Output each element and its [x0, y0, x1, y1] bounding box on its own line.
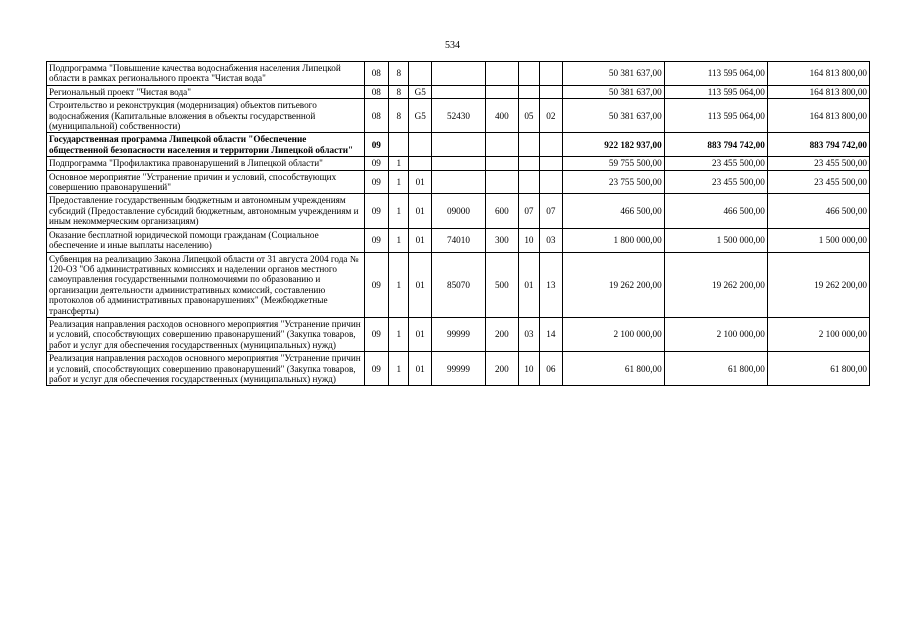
table-row	[47, 85, 870, 98]
expense-type-cell: 200	[486, 352, 519, 386]
row-name-cell: Подпрограмма "Профилактика правонарушений в Липецкой области"	[47, 157, 365, 170]
section-code-cell: 05	[518, 99, 539, 133]
subsection-code-cell	[540, 157, 562, 170]
main-event-code-cell	[409, 157, 431, 170]
expense-direction-cell	[431, 85, 485, 98]
amount-year-1-cell: 922 182 937,00	[562, 133, 664, 157]
expense-type-cell: 500	[486, 252, 519, 317]
amount-year-2-cell: 113 595 064,00	[664, 62, 767, 86]
expense-direction-cell	[431, 170, 485, 194]
expense-type-cell: 200	[486, 317, 519, 351]
subprogram-code-cell: 1	[389, 194, 409, 228]
section-code-cell: 10	[518, 228, 539, 252]
table-row	[47, 252, 870, 317]
section-code-cell	[518, 85, 539, 98]
program-code-cell: 09	[364, 317, 389, 351]
subsection-code-cell	[540, 85, 562, 98]
page-number: 534	[445, 40, 460, 51]
budget-table	[46, 61, 870, 386]
expense-type-cell: 600	[486, 194, 519, 228]
section-code-cell: 10	[518, 352, 539, 386]
main-event-code-cell: 01	[409, 170, 431, 194]
expense-direction-cell: 99999	[431, 317, 485, 351]
amount-year-1-cell: 19 262 200,00	[562, 252, 664, 317]
subsection-code-cell	[540, 133, 562, 157]
section-code-cell	[518, 170, 539, 194]
section-code-cell	[518, 133, 539, 157]
subprogram-code-cell: 1	[389, 352, 409, 386]
amount-year-3-cell: 2 100 000,00	[767, 317, 869, 351]
subprogram-code-cell: 1	[389, 317, 409, 351]
row-name-cell: Реализация направления расходов основного мероприятия "Устранение причин и условий, способствующих совершению правонарушений" (Закупка товаров, работ и услуг для обеспечения государственных (муниципальных) нужд)	[47, 352, 365, 386]
amount-year-2-cell: 466 500,00	[664, 194, 767, 228]
program-code-cell: 09	[364, 194, 389, 228]
row-name-cell: Реализация направления расходов основного мероприятия "Устранение причин и условий, способствующих совершению правонарушений" (Закупка товаров, работ и услуг для обеспечения государственных (муниципальных) нужд)	[47, 317, 365, 351]
amount-year-3-cell: 61 800,00	[767, 352, 869, 386]
section-code-cell	[518, 62, 539, 86]
table-row	[47, 352, 870, 386]
table-row	[47, 194, 870, 228]
amount-year-3-cell: 164 813 800,00	[767, 99, 869, 133]
amount-year-3-cell: 164 813 800,00	[767, 62, 869, 86]
main-event-code-cell: 01	[409, 317, 431, 351]
expense-type-cell	[486, 157, 519, 170]
subsection-code-cell: 07	[540, 194, 562, 228]
main-event-code-cell	[409, 62, 431, 86]
amount-year-2-cell: 61 800,00	[664, 352, 767, 386]
amount-year-2-cell: 113 595 064,00	[664, 99, 767, 133]
subsection-code-cell: 13	[540, 252, 562, 317]
amount-year-3-cell: 23 455 500,00	[767, 170, 869, 194]
subsection-code-cell: 02	[540, 99, 562, 133]
expense-type-cell	[486, 85, 519, 98]
amount-year-1-cell: 1 800 000,00	[562, 228, 664, 252]
program-code-cell: 08	[364, 85, 389, 98]
table-row	[47, 62, 870, 86]
expense-direction-cell: 74010	[431, 228, 485, 252]
expense-direction-cell: 52430	[431, 99, 485, 133]
expense-direction-cell	[431, 62, 485, 86]
row-name-cell: Оказание бесплатной юридической помощи гражданам (Социальное обеспечение и иные выплаты населению)	[47, 228, 365, 252]
subprogram-code-cell: 1	[389, 252, 409, 317]
amount-year-2-cell: 1 500 000,00	[664, 228, 767, 252]
table-row	[47, 99, 870, 133]
amount-year-1-cell: 2 100 000,00	[562, 317, 664, 351]
expense-direction-cell: 99999	[431, 352, 485, 386]
table-body	[47, 62, 870, 386]
subprogram-code-cell: 8	[389, 85, 409, 98]
amount-year-1-cell: 59 755 500,00	[562, 157, 664, 170]
main-event-code-cell: 01	[409, 228, 431, 252]
row-name-cell: Государственная программа Липецкой области "Обеспечение общественной безопасности населения и территории Липецкой области"	[47, 133, 365, 157]
subsection-code-cell: 14	[540, 317, 562, 351]
table-row	[47, 228, 870, 252]
row-name-cell: Основное мероприятие "Устранение причин и условий, способствующих совершению правонарушений"	[47, 170, 365, 194]
main-event-code-cell: 01	[409, 194, 431, 228]
amount-year-2-cell: 113 595 064,00	[664, 85, 767, 98]
subprogram-code-cell: 8	[389, 99, 409, 133]
table-row	[47, 317, 870, 351]
row-name-cell: Субвенция на реализацию Закона Липецкой области от 31 августа 2004 года № 120-ОЗ "Об административных комиссиях и наделении органов местного самоуправления государственными полномочиями по образованию и организации деятельности административных комиссий, составлению протоколов об административных правонарушениях" (Межбюджетные трансферты)	[47, 252, 365, 317]
amount-year-1-cell: 50 381 637,00	[562, 85, 664, 98]
amount-year-3-cell: 164 813 800,00	[767, 85, 869, 98]
amount-year-1-cell: 23 755 500,00	[562, 170, 664, 194]
expense-direction-cell	[431, 157, 485, 170]
program-code-cell: 09	[364, 157, 389, 170]
table-row	[47, 133, 870, 157]
subsection-code-cell: 06	[540, 352, 562, 386]
amount-year-2-cell: 23 455 500,00	[664, 170, 767, 194]
expense-type-cell: 400	[486, 99, 519, 133]
program-code-cell: 09	[364, 352, 389, 386]
amount-year-3-cell: 466 500,00	[767, 194, 869, 228]
expense-direction-cell: 85070	[431, 252, 485, 317]
program-code-cell: 09	[364, 170, 389, 194]
amount-year-1-cell: 50 381 637,00	[562, 99, 664, 133]
expense-type-cell: 300	[486, 228, 519, 252]
row-name-cell: Строительство и реконструкция (модернизация) объектов питьевого водоснабжения (Капитальные вложения в объекты государственной (муниципальной) собственности)	[47, 99, 365, 133]
main-event-code-cell: G5	[409, 85, 431, 98]
section-code-cell: 03	[518, 317, 539, 351]
subprogram-code-cell: 1	[389, 157, 409, 170]
expense-type-cell	[486, 62, 519, 86]
program-code-cell: 08	[364, 62, 389, 86]
program-code-cell: 09	[364, 252, 389, 317]
main-event-code-cell: 01	[409, 252, 431, 317]
amount-year-3-cell: 1 500 000,00	[767, 228, 869, 252]
section-code-cell: 01	[518, 252, 539, 317]
expense-direction-cell: 09000	[431, 194, 485, 228]
subprogram-code-cell	[389, 133, 409, 157]
expense-type-cell	[486, 170, 519, 194]
section-code-cell: 07	[518, 194, 539, 228]
program-code-cell: 08	[364, 99, 389, 133]
main-event-code-cell: G5	[409, 99, 431, 133]
subprogram-code-cell: 1	[389, 170, 409, 194]
amount-year-1-cell: 61 800,00	[562, 352, 664, 386]
program-code-cell: 09	[364, 228, 389, 252]
subsection-code-cell	[540, 170, 562, 194]
amount-year-2-cell: 23 455 500,00	[664, 157, 767, 170]
amount-year-3-cell: 23 455 500,00	[767, 157, 869, 170]
amount-year-1-cell: 50 381 637,00	[562, 62, 664, 86]
subprogram-code-cell: 8	[389, 62, 409, 86]
amount-year-2-cell: 883 794 742,00	[664, 133, 767, 157]
amount-year-3-cell: 883 794 742,00	[767, 133, 869, 157]
program-code-cell: 09	[364, 133, 389, 157]
amount-year-2-cell: 19 262 200,00	[664, 252, 767, 317]
section-code-cell	[518, 157, 539, 170]
row-name-cell: Подпрограмма "Повышение качества водоснабжения населения Липецкой области в рамках регионального проекта "Чистая вода"	[47, 62, 365, 86]
main-event-code-cell	[409, 133, 431, 157]
amount-year-3-cell: 19 262 200,00	[767, 252, 869, 317]
subsection-code-cell	[540, 62, 562, 86]
table-row	[47, 170, 870, 194]
subprogram-code-cell: 1	[389, 228, 409, 252]
amount-year-1-cell: 466 500,00	[562, 194, 664, 228]
main-event-code-cell: 01	[409, 352, 431, 386]
subsection-code-cell: 03	[540, 228, 562, 252]
row-name-cell: Предоставление государственным бюджетным и автономным учреждениям субсидий (Предоставление субсидий бюджетным, автономным учреждениям и иным некоммерческим организациям)	[47, 194, 365, 228]
row-name-cell: Региональный проект "Чистая вода"	[47, 85, 365, 98]
table-row	[47, 157, 870, 170]
expense-type-cell	[486, 133, 519, 157]
amount-year-2-cell: 2 100 000,00	[664, 317, 767, 351]
expense-direction-cell	[431, 133, 485, 157]
